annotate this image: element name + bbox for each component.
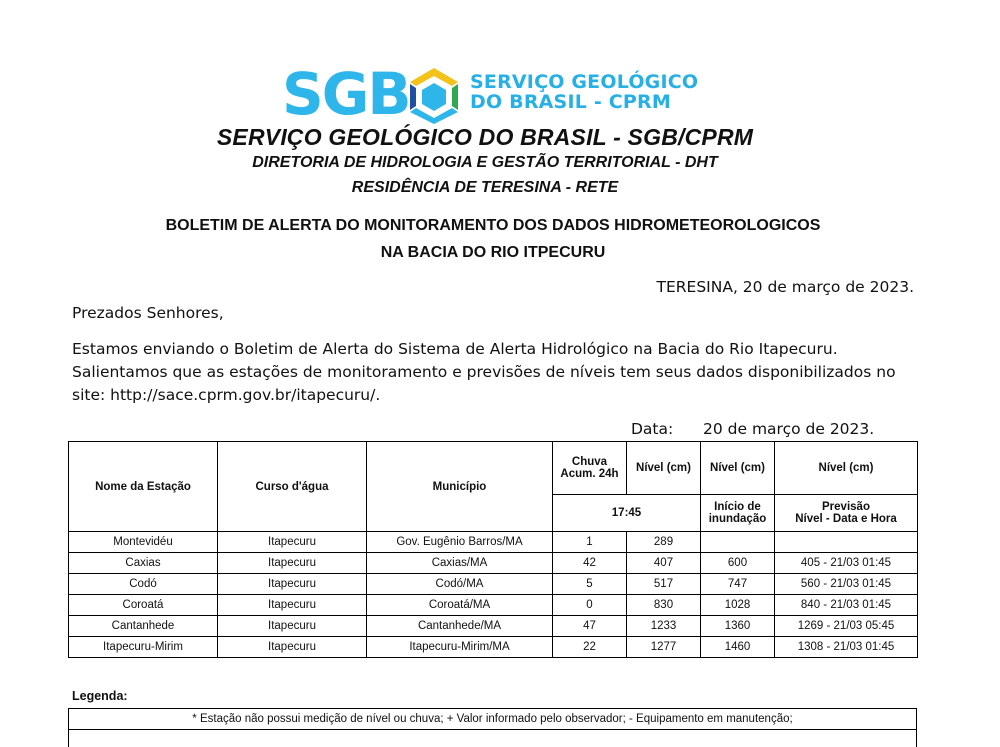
cell-river: Itapecuru [218,616,367,637]
stations-table [68,441,918,658]
table-row [69,637,918,658]
logo-acronym: SGB [282,64,410,124]
col-flood-level-header: Nível (cm) [701,442,775,495]
cell-forecast: 1308 - 21/03 01:45 [775,637,918,658]
col-rain-header: Chuva Acum. 24h [553,442,627,495]
legend-box-continuation [68,729,917,747]
col-flood-start-header: Início de inundação [701,495,775,532]
cell-rain: 42 [553,553,627,574]
measurement-time: 17:45 [553,495,701,532]
cell-forecast: 405 - 21/03 01:45 [775,553,918,574]
cell-municipality: Coroatá/MA [367,595,553,616]
legend-text: * Estação não possui medição de nível ou chuva; + Valor informado pelo observador; - Equipamento em manutenção; [68,708,917,730]
letter-line1: Estamos enviando o Boletim de Alerta do Sistema de Alerta Hidrológico na Bacia do Rio Itapecuru. [72,340,838,358]
cell-river: Itapecuru [218,553,367,574]
table-row [69,553,918,574]
city-date: TERESINA, 20 de março de 2023. [656,278,914,296]
cell-flood: 1028 [701,595,775,616]
logo-tagline-line2: DO BRASIL - CPRM [470,91,671,113]
cell-river: Itapecuru [218,595,367,616]
cell-flood [701,532,775,553]
report-date-value: 20 de março de 2023. [703,420,875,438]
logo-emblem-icon [410,68,458,124]
table-row [69,595,918,616]
col-river-header: Curso d'água [218,442,367,532]
cell-flood: 1360 [701,616,775,637]
cell-municipality: Codó/MA [367,574,553,595]
letter-line3: site: http://sace.cprm.gov.br/itapecuru/. [72,386,381,404]
org-title: SERVIÇO GEOLÓGICO DO BRASIL - SGB/CPRM [216,124,754,150]
directorate-title: DIRETORIA DE HIDROLOGIA E GESTÃO TERRITORIAL - DHT [252,154,718,171]
col-level-header: Nível (cm) [627,442,701,495]
bulletin-title-line1: BOLETIM DE ALERTA DO MONITORAMENTO DOS DADOS HIDROMETEOROLOGICOS [165,217,821,234]
cell-flood: 600 [701,553,775,574]
letter-line2: Salientamos que as estações de monitoramento e previsões de níveis tem seus dados disponibilizados no [72,363,896,381]
forecast-header-line2: Nível - Data e Hora [795,513,897,525]
greeting: Prezados Senhores, [72,304,224,322]
cell-forecast [775,532,918,553]
cell-flood: 1460 [701,637,775,658]
bulletin-title-line2: NA BACIA DO RIO ITPECURU [380,244,606,261]
letter-paragraph [72,338,912,407]
col-municipality-header: Município [367,442,553,532]
logo-tagline [470,72,698,112]
cell-rain: 22 [553,637,627,658]
cell-forecast: 560 - 21/03 01:45 [775,574,918,595]
cell-flood: 747 [701,574,775,595]
col-forecast-header [775,495,918,532]
cell-municipality: Caxias/MA [367,553,553,574]
cell-station: Cantanhede [69,616,218,637]
cell-rain: 1 [553,532,627,553]
cell-station: Codó [69,574,218,595]
logo-tagline-line1: SERVIÇO GEOLÓGICO [470,71,699,93]
cell-station: Caxias [69,553,218,574]
cell-level: 517 [627,574,701,595]
cell-municipality: Cantanhede/MA [367,616,553,637]
residence-title: RESIDÊNCIA DE TERESINA - RETE [351,179,619,196]
cell-level: 1233 [627,616,701,637]
legend-title: Legenda: [72,689,128,703]
forecast-header-line1: Previsão [822,501,870,513]
cell-forecast: 1269 - 21/03 05:45 [775,616,918,637]
cell-rain: 0 [553,595,627,616]
cell-level: 1277 [627,637,701,658]
table-row [69,532,918,553]
cell-level: 830 [627,595,701,616]
cell-rain: 5 [553,574,627,595]
report-date-label: Data: [631,420,674,438]
cell-level: 289 [627,532,701,553]
col-station-header: Nome da Estação [69,442,218,532]
cell-rain: 47 [553,616,627,637]
cell-river: Itapecuru [218,532,367,553]
cell-river: Itapecuru [218,637,367,658]
cell-river: Itapecuru [218,574,367,595]
cell-forecast: 840 - 21/03 01:45 [775,595,918,616]
cell-municipality: Itapecuru-Mirim/MA [367,637,553,658]
cell-station: Itapecuru-Mirim [69,637,218,658]
col-forecast-level-header: Nível (cm) [775,442,918,495]
table-row [69,616,918,637]
cell-level: 407 [627,553,701,574]
cell-municipality: Gov. Eugênio Barros/MA [367,532,553,553]
cell-station: Montevidéu [69,532,218,553]
table-row [69,574,918,595]
table-header-row [69,442,918,495]
cell-station: Coroatá [69,595,218,616]
